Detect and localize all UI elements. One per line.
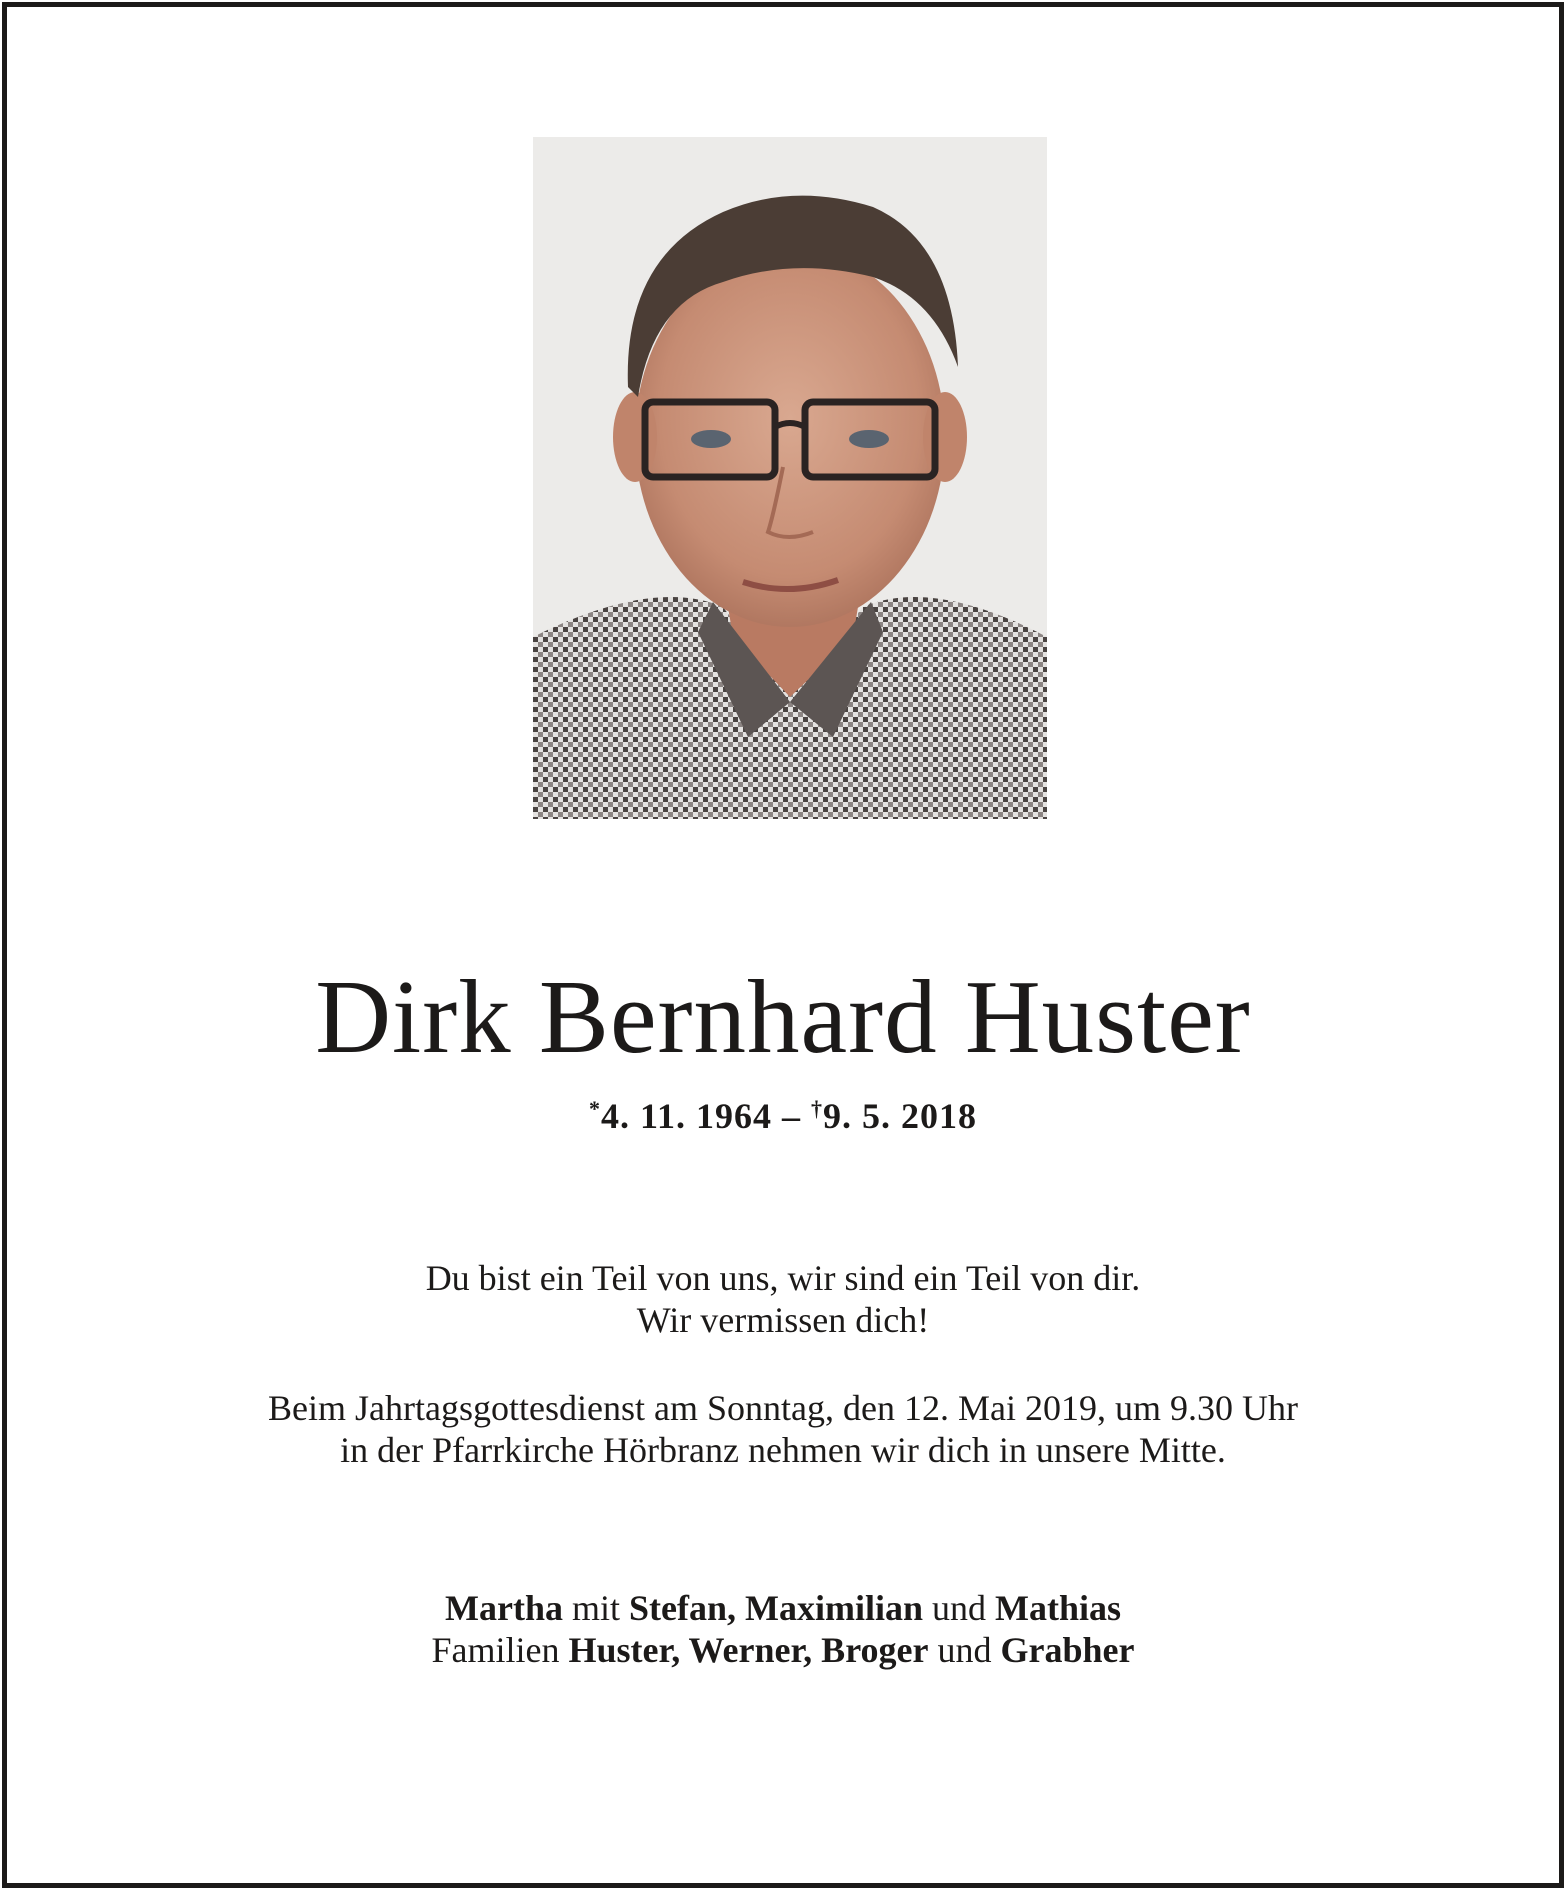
memorial-service-notice [7, 1387, 1559, 1471]
quote-line-2: Wir vermissen dich! [636, 1300, 930, 1340]
signature-names-sons: Stefan, Maximilian [628, 1588, 923, 1628]
deceased-name: Dirk Bernhard Huster [315, 958, 1251, 1075]
birth-symbol: * [588, 1096, 601, 1121]
life-dates [7, 1087, 1559, 1138]
service-line-2: in der Pfarrkirche Hörbranz nehmen wir dich in unsere Mitte. [340, 1430, 1226, 1470]
service-line-1: Beim Jahrtagsgottesdienst am Sonntag, den 12. Mai 2019, um 9.30 Uhr [268, 1388, 1298, 1428]
signature-name-mathias: Mathias [994, 1588, 1121, 1628]
signature-line-1 [7, 1587, 1559, 1629]
birth-date: 4. 11. 1964 [600, 1096, 772, 1136]
signature-word-mit: mit [562, 1588, 629, 1628]
death-symbol: † [811, 1096, 823, 1121]
memorial-quote [7, 1257, 1559, 1341]
date-separator: – [772, 1096, 811, 1136]
signature-line-2 [7, 1629, 1559, 1671]
death-date: 9. 5. 2018 [823, 1096, 977, 1136]
obituary-frame [2, 2, 1564, 1888]
signature-word-familien: Familien [431, 1630, 569, 1670]
signature-family-names: Huster, Werner, Broger [568, 1630, 929, 1670]
signature-word-und: und [922, 1588, 995, 1628]
quote-line-1: Du bist ein Teil von uns, wir sind ein Teil von dir. [425, 1258, 1141, 1298]
portrait-photo [533, 137, 1047, 819]
signature-name-martha: Martha [445, 1588, 563, 1628]
family-signature [7, 1587, 1559, 1671]
signature-word-und-2: und [928, 1630, 1001, 1670]
signature-family-grabher: Grabher [1000, 1630, 1135, 1670]
portrait-photo-icon [533, 137, 1047, 819]
